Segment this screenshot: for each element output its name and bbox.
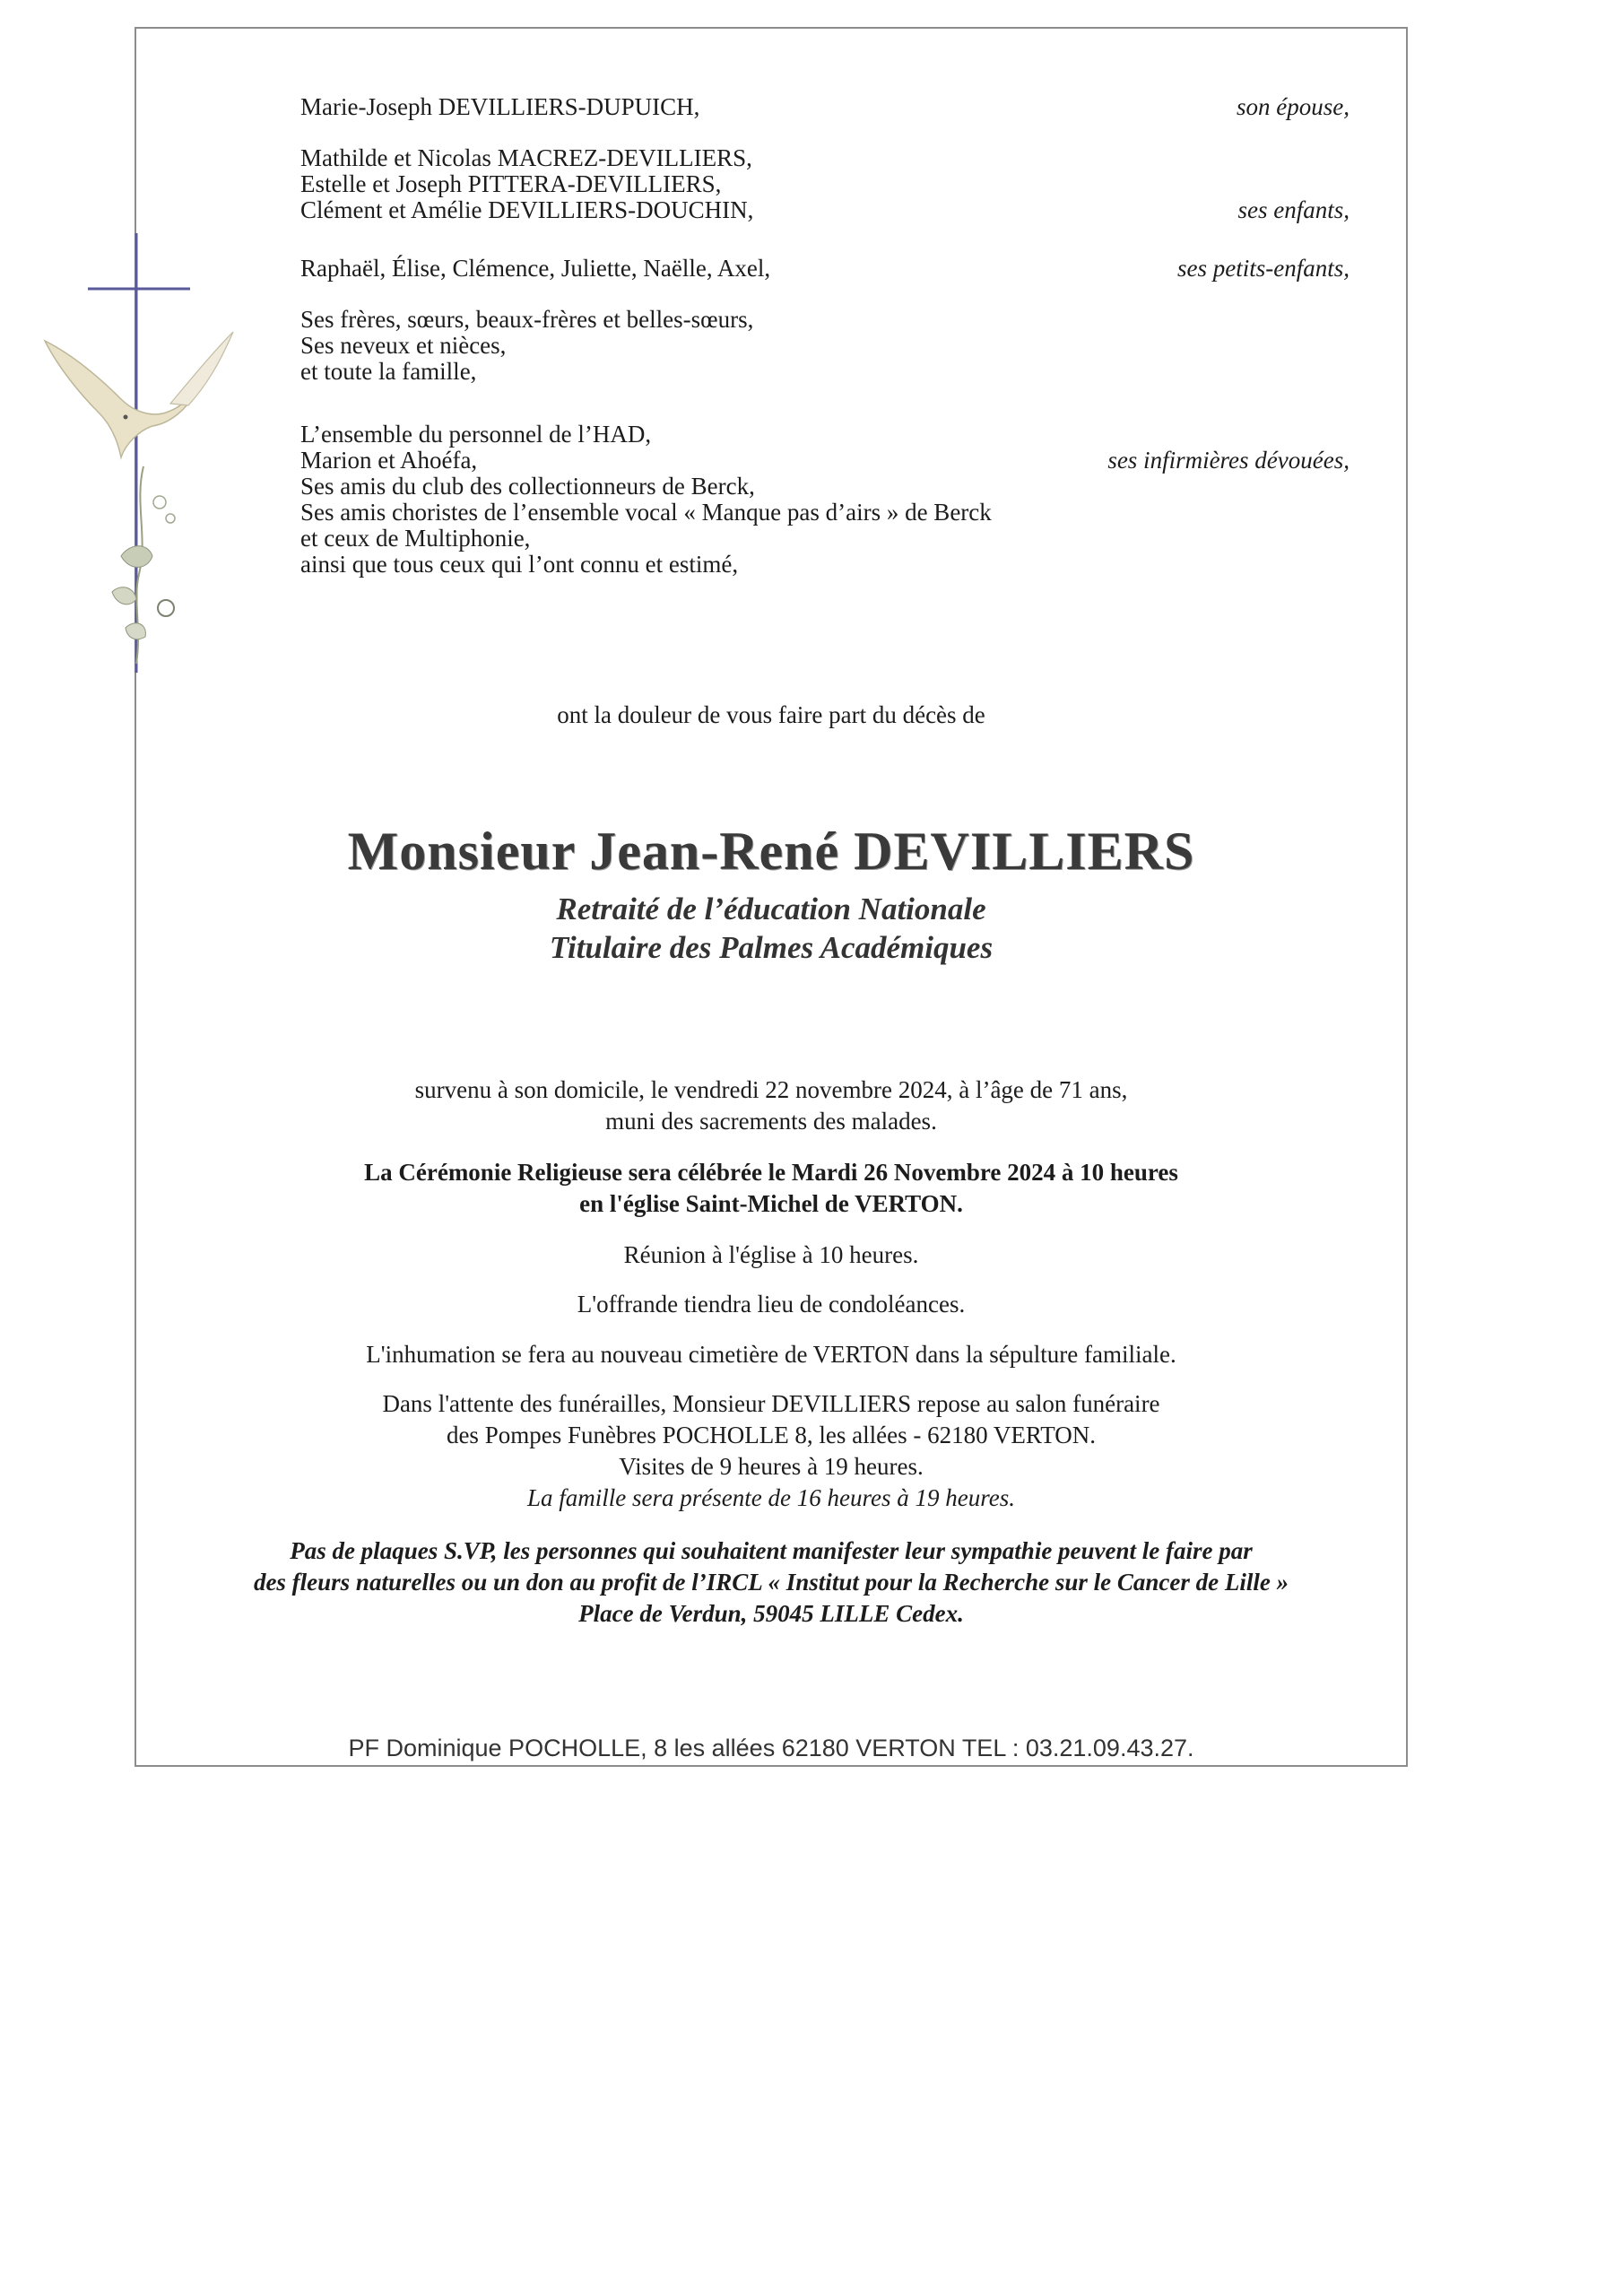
family-group-grandchildren [300, 256, 1350, 282]
viewing-line-2: des Pompes Funèbres POCHOLLE 8, les allées - 62180 VERTON. [446, 1422, 1097, 1448]
family-role: ses petits-enfants, [1177, 255, 1350, 282]
family-line: Ses frères, sœurs, beaux-frères et belles-sœurs, [300, 306, 754, 333]
family-line: Ses neveux et nièces, [300, 332, 507, 359]
family-line: Mathilde et Nicolas MACREZ-DEVILLIERS, [300, 144, 752, 171]
flowers-line-2: des fleurs naturelles ou un don au profit de l’IRCL « Institut pour la Recherche sur le Cancer de Lille » [253, 1569, 1289, 1596]
emblem [36, 233, 242, 673]
family-group-spouse [300, 94, 1350, 120]
family-group-friends [300, 422, 1350, 578]
ceremony-line-1: La Cérémonie Religieuse sera célébrée le Mardi 26 Novembre 2024 à 10 heures [364, 1159, 1178, 1186]
family-line: Ses amis choristes de l’ensemble vocal « Manque pas d’airs » de Berck [300, 499, 992, 526]
family-line: Ses amis du club des collectionneurs de Berck, [300, 473, 755, 500]
ceremony-line-2: en l'église Saint-Michel de VERTON. [579, 1190, 963, 1217]
announcement: ont la douleur de vous faire part du décès de [557, 701, 985, 728]
flower-stem-icon [112, 466, 175, 664]
deceased-title-1: Retraité de l’éducation Nationale [556, 891, 986, 926]
viewing-line-1: Dans l'attente des funérailles, Monsieur DEVILLIERS repose au salon funéraire [382, 1390, 1160, 1417]
family-line: Raphaël, Élise, Clémence, Juliette, Naëlle, Axel, [300, 255, 771, 282]
viewing-family: La famille sera présente de 16 heures à 19 heures. [527, 1484, 1015, 1511]
funeral-home-footer: PF Dominique POCHOLLE, 8 les allées 62180 VERTON TEL : 03.21.09.43.27. [348, 1735, 1194, 1761]
death-line-2: muni des sacrements des malades. [605, 1108, 937, 1135]
meeting: Réunion à l'église à 10 heures. [623, 1241, 919, 1268]
family-group-children [300, 145, 1350, 223]
offering: L'offrande tiendra lieu de condoléances. [577, 1291, 966, 1318]
family-group-relatives [300, 307, 1350, 385]
family-line: ainsi que tous ceux qui l’ont connu et estimé, [300, 551, 739, 578]
burial: L'inhumation se fera au nouveau cimetière de VERTON dans la sépulture familiale. [366, 1341, 1176, 1368]
family-line: et ceux de Multiphonie, [300, 525, 531, 552]
family-line: Marie-Joseph DEVILLIERS-DUPUICH, [300, 93, 700, 120]
viewing-line-3: Visites de 9 heures à 19 heures. [619, 1453, 924, 1480]
flowers-line-3: Place de Verdun, 59045 LILLE Cedex. [578, 1600, 964, 1627]
family-line: Estelle et Joseph PITTERA-DEVILLIERS, [300, 170, 722, 197]
family-line: Marion et Ahoéfa, [300, 447, 478, 474]
family-line: et toute la famille, [300, 358, 477, 385]
family-line: Clément et Amélie DEVILLIERS-DOUCHIN, [300, 196, 754, 223]
death-line-1: survenu à son domicile, le vendredi 22 novembre 2024, à l’âge de 71 ans, [414, 1076, 1128, 1103]
family-role: ses enfants, [1237, 196, 1350, 223]
family-line: L’ensemble du personnel de l’HAD, [300, 421, 652, 448]
flowers-line-1: Pas de plaques S.VP, les personnes qui souhaitent manifester leur sympathie peuvent le faire par [290, 1537, 1253, 1564]
dove-icon [45, 332, 233, 457]
cross-icon [88, 233, 190, 673]
deceased-title-2: Titulaire des Palmes Académiques [549, 930, 994, 965]
family-role: ses infirmières dévouées, [1107, 447, 1350, 474]
family-role: son épouse, [1237, 93, 1350, 120]
deceased-name: Monsieur Jean-René DEVILLIERS [347, 822, 1195, 881]
